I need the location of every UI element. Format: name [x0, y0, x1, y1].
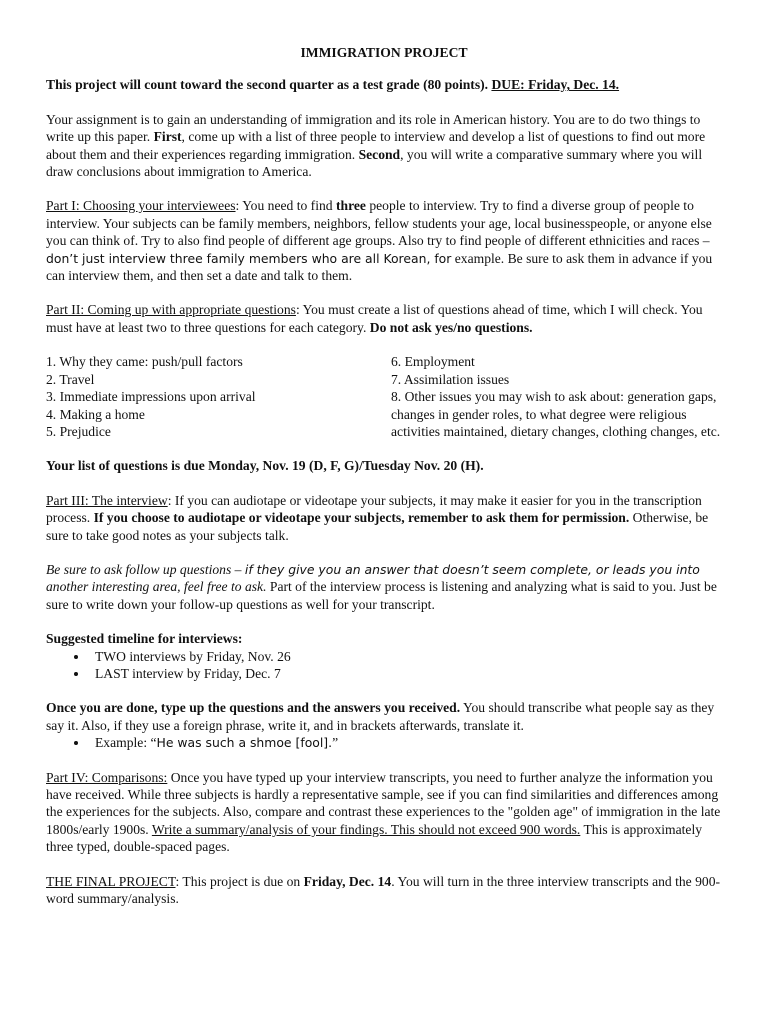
assignment-text-1: Your assignment is to gain an understanding of immigration and its role in American history. You are to do two things to write up this paper.	[46, 111, 701, 145]
categories-left-column	[46, 353, 391, 440]
category-item: 8. Other issues you may wish to ask about: generation gaps, changes in gender roles, to what degree were religious activities maintained, dietary changes, clothing changes, etc.	[391, 389, 721, 439]
timeline-heading-text: Suggested timeline for interviews:	[46, 631, 243, 647]
assignment-text-3: , you will write a comparative summary where you will draw conclusions about immigration to America.	[46, 146, 703, 180]
part3-paragraph	[46, 492, 722, 544]
category-item: 1. Why they came: push/pull factors	[46, 354, 243, 370]
final-paragraph	[46, 873, 722, 908]
timeline-heading	[46, 630, 722, 647]
part1-text-1: : You need to find	[235, 198, 336, 214]
typeup-paragraph	[46, 699, 722, 734]
categories-right-column	[391, 353, 722, 440]
questions-due-text: Your list of questions is due Monday, Nov. 19 (D, F, G)/Tuesday Nov. 20 (H).	[46, 458, 484, 474]
typeup-bold-text: Once you are done, type up the questions and the answers you received.	[46, 700, 461, 716]
followup-paragraph	[46, 561, 722, 613]
part3-heading: Part III: The interview	[46, 492, 168, 508]
followup-italic-2: another interesting area, feel free to ask.	[46, 579, 267, 595]
category-item: 2. Travel	[46, 371, 95, 387]
part1-text-2: people to interview. Try to find a diverse group of people to interview. Your subjects can be family members, neighbors, fellow students your age, local businesspeople, or anyone else you can think of. Try to also find people of different age groups. Also try to find people of different ethnicities and races –	[46, 198, 712, 249]
category-item: 3. Immediate impressions upon arrival	[46, 389, 256, 405]
part2-text: : You must create a list of questions ahead of time, which I will check. You must have at least two to three questions for each category.	[46, 302, 703, 335]
part1-sans-text: don’t just interview three family members who are all Korean, for	[46, 250, 452, 266]
part2-heading: Part II: Coming up with appropriate questions	[46, 302, 296, 318]
part1-heading: Part I: Choosing your interviewees	[46, 198, 236, 214]
part4-text-1: Once you have typed up your interview transcripts, you need to further analyze the information you have received. While three subjects is hardly a representative sample, see if you can find similarities and differences among the experiences for the subjects. Also, compare and contrast these experiences to the "golden age" of immigration in the late 1800s/early 1900s.	[46, 769, 721, 837]
part1-text-3: example. Be sure to ask them in advance if you can interview them, and then set a date and talk to them.	[46, 250, 713, 284]
questions-due-note	[46, 457, 722, 474]
category-item: 6. Employment	[391, 354, 475, 370]
category-item: 7. Assimilation issues	[391, 371, 510, 387]
followup-italic-1: Be sure to ask follow up questions –	[46, 561, 245, 577]
list-item	[89, 734, 722, 751]
category-item: 5. Prejudice	[46, 423, 111, 439]
part4-text-2: This is approximately three typed, double-spaced pages.	[46, 821, 703, 855]
followup-text: Part of the interview process is listening and analyzing what is said to you. Just be sure to write down your follow-up questions as well for your transcript.	[46, 579, 717, 612]
intro-paragraph	[46, 76, 722, 93]
part4-underlined-text: Write a summary/analysis of your findings. This should not exceed 900 words.	[151, 821, 581, 837]
part3-bold-text: If you choose to audiotape or videotape your subjects, remember to ask them for permission.	[93, 510, 630, 526]
example-list	[46, 734, 722, 751]
final-due-date: Friday, Dec. 14	[303, 873, 392, 889]
timeline-list	[46, 648, 722, 683]
example-label: Example: “	[95, 735, 157, 751]
part4-paragraph	[46, 769, 722, 856]
assignment-text-2: , come up with a list of three people to interview and develop a list of questions to find out more about them and their experiences regarding immigration.	[46, 129, 706, 162]
first-keyword: First	[153, 129, 182, 145]
part2-bold-text: Do not ask yes/no questions.	[369, 319, 533, 335]
final-heading: THE FINAL PROJECT	[46, 873, 176, 889]
part3-text-2: Otherwise, be sure to take good notes as your subjects talk.	[46, 510, 709, 543]
part2-paragraph	[46, 301, 722, 336]
page-title: IMMIGRATION PROJECT	[300, 45, 468, 60]
second-keyword: Second	[358, 146, 401, 162]
part3-text-1: : If you can audiotape or videotape your subjects, it may make it easier for you in the transcription process.	[46, 492, 702, 526]
example-close-quote: ”	[332, 735, 339, 751]
list-item: • LAST interview by Friday, Dec. 7	[89, 665, 722, 682]
list-item: • TWO interviews by Friday, Nov. 26	[89, 648, 722, 665]
final-text-1: : This project is due on	[175, 873, 304, 889]
example-quote: He was such a shmoe [fool].	[156, 735, 333, 751]
typeup-text: You should transcribe what people say as they say it. Also, if they use a foreign phrase, write it, and in brackets afterwards, translate it.	[46, 700, 715, 733]
followup-italic-sans: if they give you an answer that doesn’t seem complete, or leads you into	[244, 561, 700, 577]
due-date: DUE: Friday, Dec. 14.	[491, 77, 620, 93]
question-categories	[46, 353, 722, 440]
part4-heading: Part IV: Comparisons:	[46, 769, 168, 785]
three-keyword: three	[335, 198, 366, 214]
category-item: 4. Making a home	[46, 406, 145, 422]
final-text-2: . You will turn in the three interview transcripts and the 900-word summary/analysis.	[46, 873, 721, 907]
assignment-paragraph	[46, 111, 722, 181]
intro-text: This project will count toward the second quarter as a test grade (80 points).	[46, 77, 492, 93]
part1-paragraph	[46, 197, 722, 284]
